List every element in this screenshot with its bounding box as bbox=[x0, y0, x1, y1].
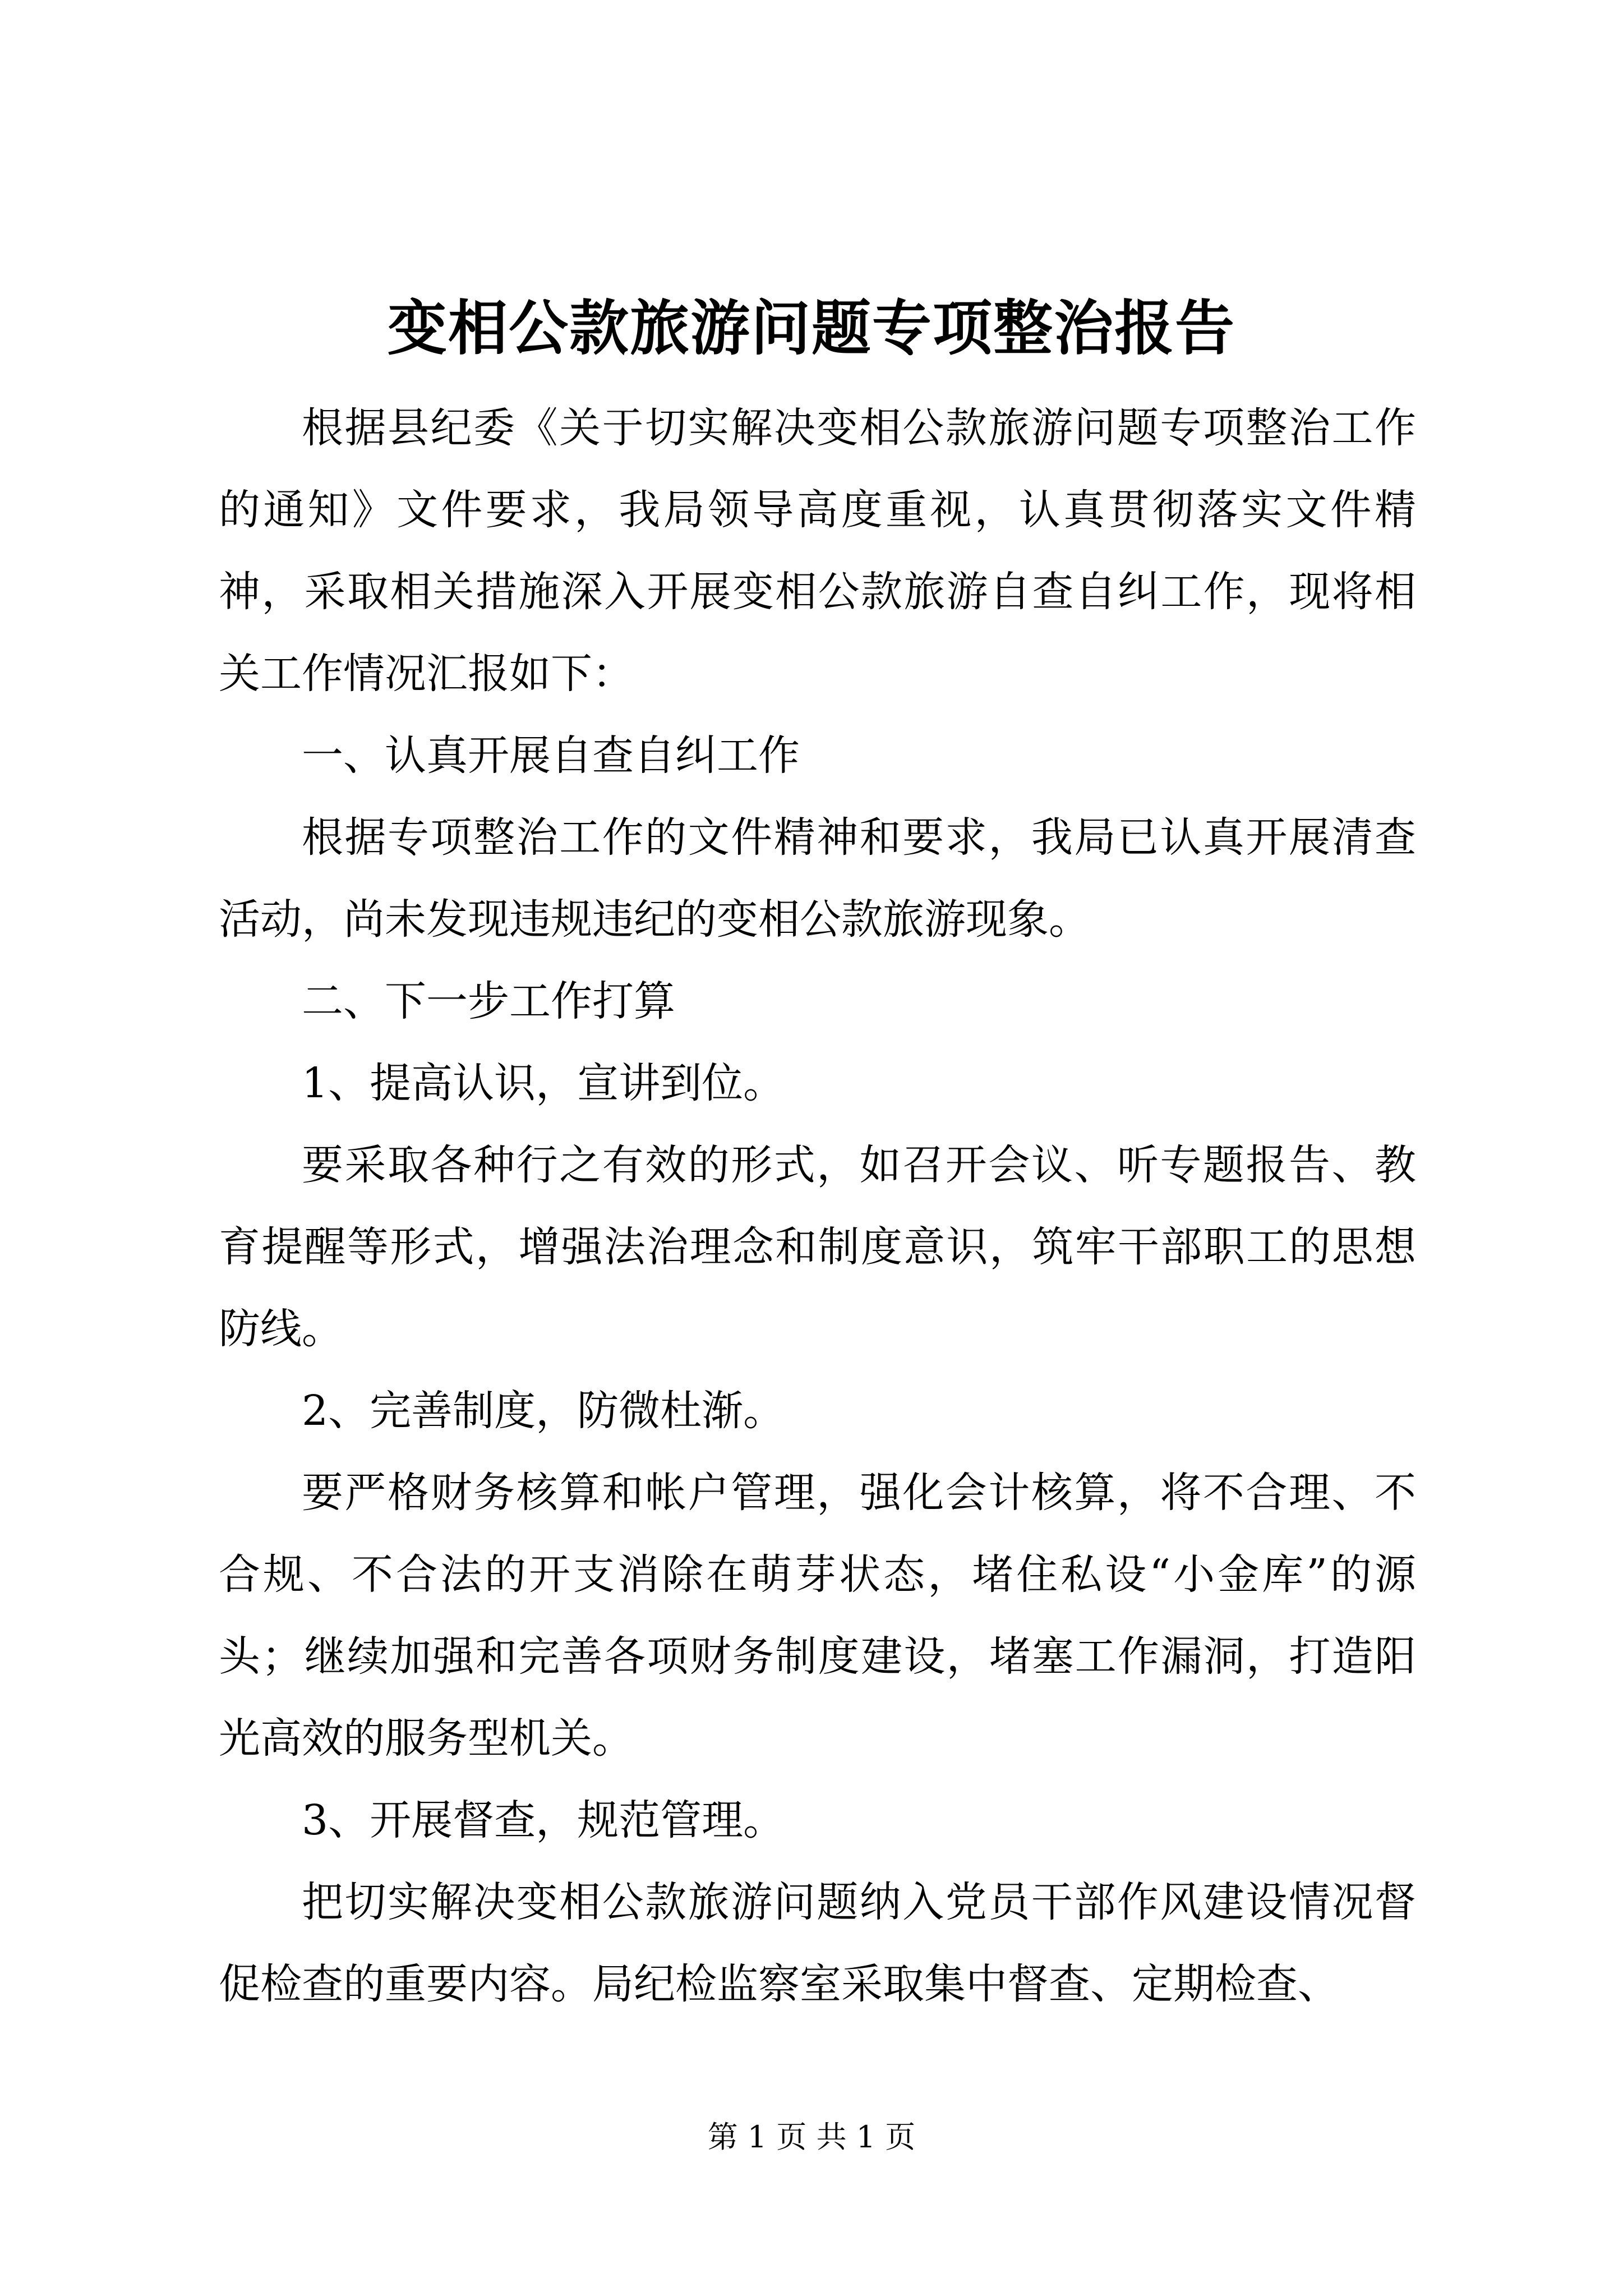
subheading-3: 3、开展督查，规范管理。 bbox=[302, 1796, 785, 1844]
paragraph-section-1: 根据专项整治工作的文件精神和要求，我局已认真开展清查活动，尚未发现违规违纪的变相公款旅游现象。 bbox=[219, 813, 1416, 944]
document-title: 变相公款旅游问题专项整治报告 bbox=[388, 293, 1235, 363]
document-body bbox=[219, 387, 1416, 2025]
subheading-2: 2、完善制度，防微杜渐。 bbox=[302, 1387, 785, 1435]
section-heading-1: 一、认真开展自查自纠工作 bbox=[302, 731, 800, 780]
paragraph-subsection-2: 要严格财务核算和帐户管理，强化会计核算，将不合理、不合规、不合法的开支消除在萌芽状态，堵住私设“小金库”的源头；继续加强和完善各项财务制度建设，堵塞工作漏洞，打造阳光高效的服务型机关。 bbox=[219, 1469, 1416, 1763]
subheading-1: 1、提高认识，宣讲到位。 bbox=[302, 1059, 785, 1107]
paragraph-intro: 根据县纪委《关于切实解决变相公款旅游问题专项整治工作的通知》文件要求，我局领导高度重视，认真贯彻落实文件精神，采取相关措施深入开展变相公款旅游自查自纠工作，现将相关工作情况汇报如下： bbox=[219, 404, 1416, 698]
page-number-footer: 第 1 页 共 1 页 bbox=[707, 2119, 916, 2155]
section-heading-2: 二、下一步工作打算 bbox=[302, 977, 675, 1025]
paragraph-subsection-1: 要采取各种行之有效的形式，如召开会议、听专题报告、教育提醒等形式，增强法治理念和制度意识，筑牢干部职工的思想防线。 bbox=[219, 1141, 1416, 1353]
paragraph-subsection-3: 把切实解决变相公款旅游问题纳入党员干部作风建设情况督促检查的重要内容。局纪检监察室采取集中督查、定期检查、 bbox=[219, 1878, 1416, 2008]
